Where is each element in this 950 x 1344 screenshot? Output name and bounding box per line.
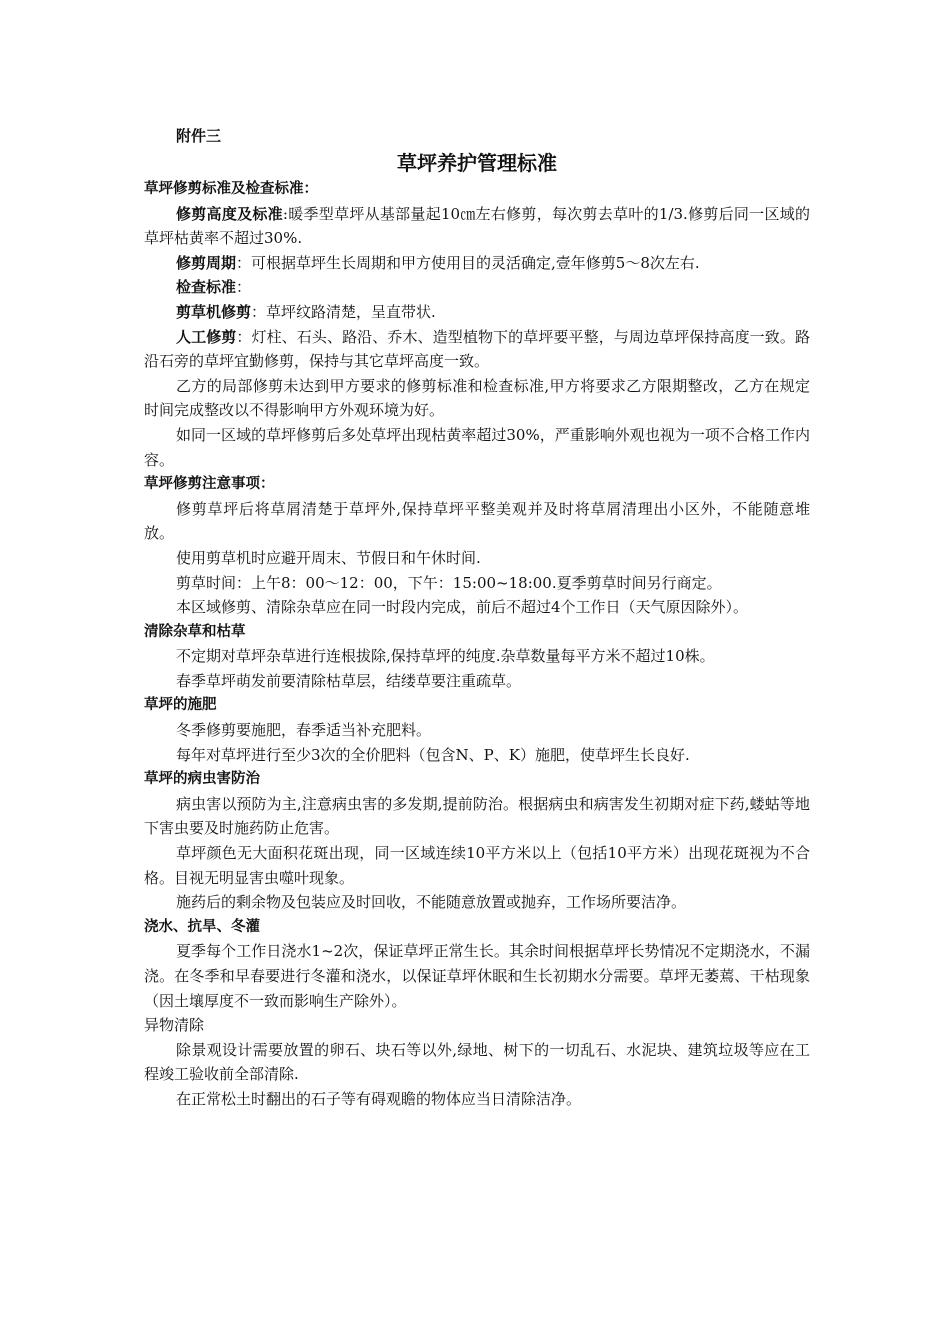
paragraph (144, 644, 810, 669)
paragraph-text: 除景观设计需要放置的卵石、块石等以外,绿地、树下的一切乱石、水泥块、建筑垃圾等应在工程竣工验收前全部清除. (144, 1040, 810, 1084)
paragraph-text: 修剪草坪后将草屑清楚于草坪外,保持草坪平整美观并及时将草屑清理出小区外，不能随意堆放。 (144, 499, 810, 543)
paragraph (144, 718, 810, 743)
paragraph (144, 275, 810, 300)
paragraph (144, 743, 810, 768)
paragraph (144, 841, 810, 890)
section-heading: 草坪的施肥 (144, 697, 217, 714)
paragraph (144, 890, 810, 915)
paragraph-text: 使用剪草机时应避开周末、节假日和午休时间. (176, 548, 481, 567)
paragraph (144, 669, 810, 694)
paragraph (144, 595, 810, 620)
paragraph-lead: 剪草机修剪 (176, 302, 252, 321)
section-heading: 草坪修剪标准及检查标准： (144, 181, 318, 197)
paragraph (144, 300, 810, 325)
paragraph-text: 春季草坪萌发前要清除枯草层，结缕草要注重疏草。 (176, 671, 522, 690)
section-heading: 清除杂草和枯草 (144, 623, 246, 640)
document-title: 草坪养护管理标准 (397, 151, 557, 175)
paragraph-lead: 人工修剪 (176, 327, 237, 346)
section-heading: 草坪修剪注意事项： (144, 476, 275, 493)
section-heading: 异物清除 (144, 1016, 205, 1035)
paragraph (144, 423, 810, 472)
paragraph (144, 251, 810, 276)
document-body (144, 124, 810, 1112)
section-heading: 草坪的病虫害防治 (144, 771, 260, 788)
paragraph-text: 夏季每个工作日浇水1~2次，保证草坪正常生长。其余时间根据草坪长势情况不定期浇水，不漏浇。在冬季和早春要进行冬灌和浇水，以保证草坪休眠和生长初期水分需要。草坪无萎蔫、干枯现象（因土壤厚度不一致而影响生产除外）。 (144, 942, 810, 1010)
paragraph-lead: 修剪高度及标准 (176, 204, 283, 223)
paragraph-text: 每年对草坪进行至少3次的全价肥料（包含N、P、K）施肥，使草坪生长良好. (176, 745, 690, 764)
section-heading: 浇水、抗旱、冬灌 (144, 918, 260, 935)
attachment-label: 附件三 (176, 127, 222, 145)
paragraph-lead: 修剪周期 (176, 253, 237, 272)
paragraph-text: ：灯柱、石头、路沿、乔木、造型植物下的草坪要平整，与周边草坪保持高度一致。路沿石旁的草坪宜勤修剪，保持与其它草坪高度一致。 (144, 327, 810, 371)
paragraph-text: :暖季型草坪从基部量起10㎝左右修剪，每次剪去草叶的1/3.修剪后同一区域的草坪枯黄率不超过30%. (144, 204, 810, 248)
paragraph (144, 546, 810, 571)
paragraph-text: ：草坪纹路清楚，呈直带状. (251, 302, 436, 321)
paragraph-text: 本区域修剪、清除杂草应在同一时段内完成，前后不超过4个工作日（天气原因除外）。 (176, 598, 749, 617)
paragraph (144, 571, 810, 596)
paragraph (144, 325, 810, 374)
paragraph-text: 施药后的剩余物及包装应及时回收，不能随意放置或抛弃，工作场所要洁净。 (176, 893, 687, 912)
paragraph-text: 冬季修剪要施肥，春季适当补充肥料。 (176, 721, 432, 740)
paragraph (144, 497, 810, 546)
paragraph (144, 374, 810, 423)
sections-container (144, 177, 810, 1112)
paragraph-text: ： (236, 278, 252, 297)
paragraph-text: 不定期对草坪杂草进行连根拔除,保持草坪的纯度.杂草数量每平方米不超过10株。 (176, 647, 715, 666)
paragraph-text: 在正常松土时翻出的石子等有碍观瞻的物体应当日清除洁净。 (176, 1089, 582, 1108)
paragraph-text: 剪草时间：上午8：00～12：00，下午：15:00~18:00.夏季剪草时间另行商定。 (176, 573, 722, 592)
paragraph (144, 939, 810, 1013)
paragraph (144, 1087, 810, 1112)
paragraph (144, 792, 810, 841)
paragraph-text: 病虫害以预防为主,注意病虫害的多发期,提前防治。根据病虫和病害发生初期对症下药,蝼蛄等地下害虫要及时施药防止危害。 (144, 794, 810, 838)
paragraph-text: 如同一区域的草坪修剪后多处草坪出现枯黄率超过30%，严重影响外观也视为一项不合格工作内容。 (144, 425, 810, 469)
paragraph-text: 乙方的局部修剪未达到甲方要求的修剪标准和检查标准,甲方将要求乙方限期整改，乙方在规定时间完成整改以不得影响甲方外观环境为好。 (144, 376, 810, 420)
paragraph-text: 草坪颜色无大面积花斑出现，同一区域连续10平方米以上（包括10平方米）出现花斑视为不合格。目视无明显害虫噬叶现象。 (144, 844, 810, 887)
paragraph-lead: 检查标准 (176, 278, 237, 297)
paragraph-text: ：可根据草坪生长周期和甲方使用目的灵活确定,壹年修剪5～8次左右. (236, 253, 700, 272)
paragraph (144, 1038, 810, 1087)
paragraph (144, 202, 810, 251)
